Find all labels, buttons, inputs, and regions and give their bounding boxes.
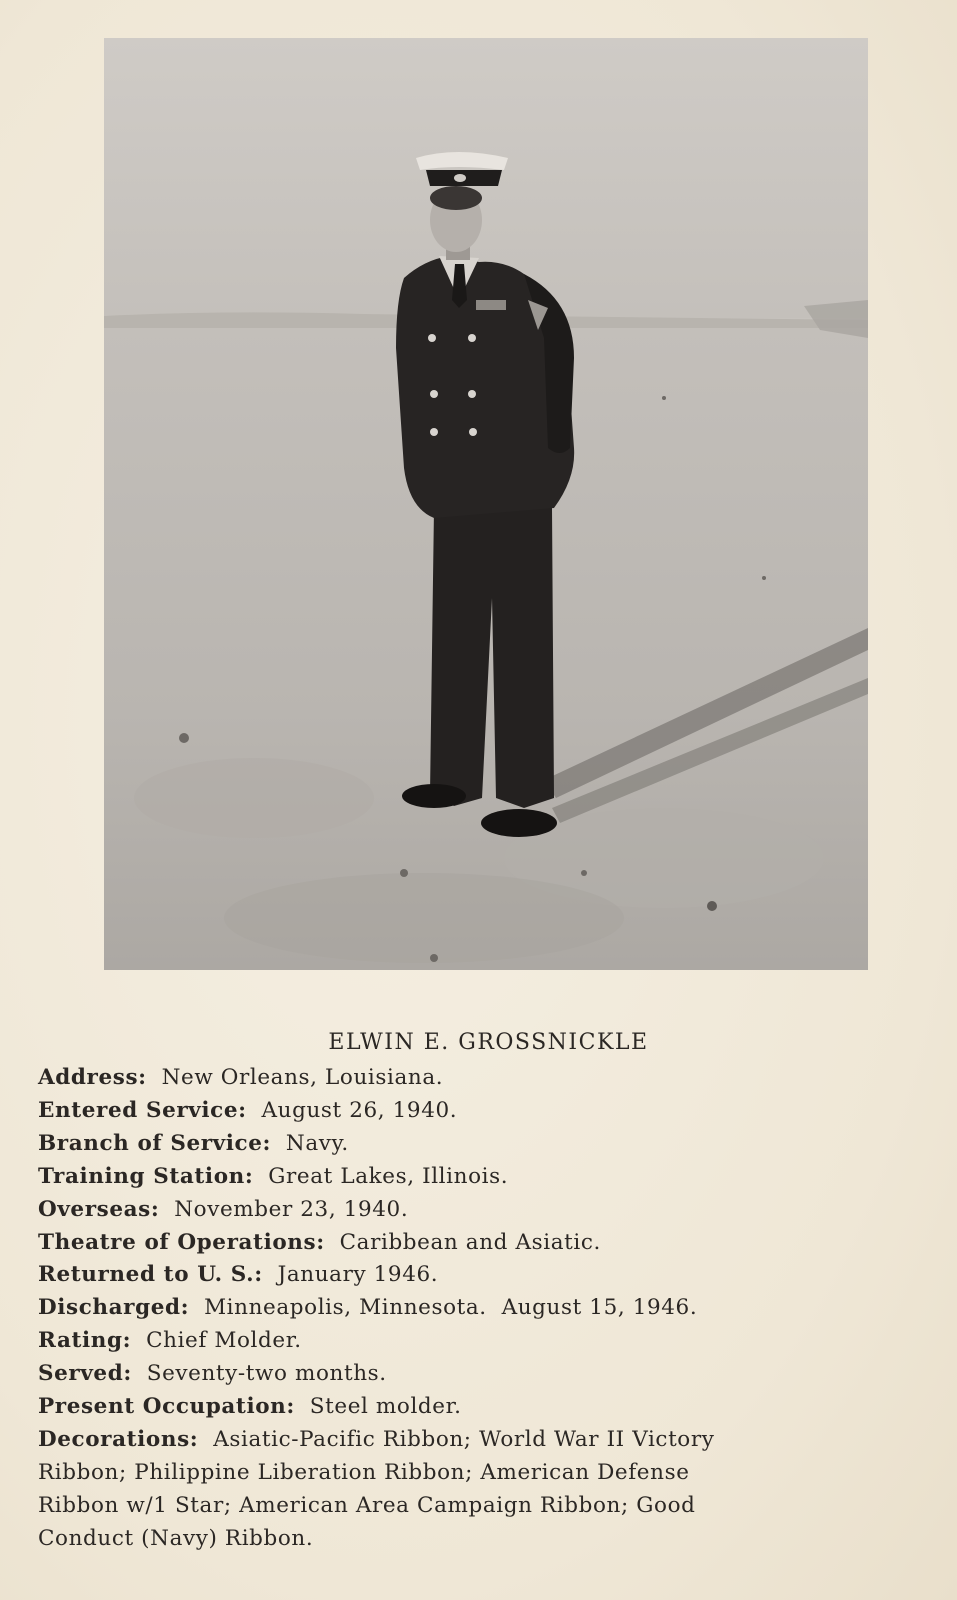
field-returned — [38, 1259, 918, 1292]
field-value: Chief Molder. — [146, 1328, 302, 1354]
field-value: Navy. — [285, 1130, 349, 1156]
field-value: Steel molder. — [309, 1394, 462, 1420]
field-theatre — [38, 1227, 918, 1260]
field-value: Minneapolis, Minnesota. August 15, 1946. — [204, 1295, 698, 1321]
field-label: Present Occupation: — [38, 1394, 295, 1420]
field-value: New Orleans, Louisiana. — [161, 1065, 444, 1090]
field-branch — [38, 1128, 918, 1161]
field-label: Theatre of Operations: — [38, 1229, 325, 1255]
field-occupation — [38, 1391, 918, 1424]
field-label: Address: — [38, 1065, 147, 1090]
sailor-on-beach-image — [104, 38, 868, 970]
decorations-line: Ribbon; Philippine Liberation Ribbon; American Defense — [38, 1459, 690, 1485]
field-label: Branch of Service: — [38, 1130, 272, 1156]
person-name: ELWIN E. GROSSNICKLE — [328, 1030, 649, 1055]
field-label: Training Station: — [38, 1163, 254, 1189]
field-rating — [38, 1325, 918, 1358]
decorations-text: Asiatic-Pacific Ribbon; World War II Victory — [213, 1426, 715, 1452]
field-label: Decorations: — [38, 1426, 199, 1452]
field-value: November 23, 1940. — [174, 1196, 409, 1222]
field-label: Overseas: — [38, 1196, 160, 1222]
field-address — [38, 1062, 918, 1095]
portrait-photo — [104, 38, 868, 970]
field-label: Entered Service: — [38, 1097, 247, 1123]
field-label: Returned to U. S.: — [38, 1262, 263, 1288]
field-label: Discharged: — [38, 1295, 190, 1321]
field-training-station — [38, 1161, 918, 1194]
decorations-line — [38, 1424, 918, 1457]
field-entered-service — [38, 1095, 918, 1128]
field-value: Seventy-two months. — [146, 1361, 387, 1387]
field-value: January 1946. — [277, 1262, 439, 1288]
field-decorations — [38, 1424, 918, 1556]
field-discharged — [38, 1292, 918, 1325]
field-value: Great Lakes, Illinois. — [268, 1163, 509, 1189]
decorations-line: Ribbon w/1 Star; American Area Campaign Ribbon; Good — [38, 1492, 696, 1518]
field-label: Rating: — [38, 1328, 132, 1354]
field-value: Caribbean and Asiatic. — [339, 1229, 601, 1255]
field-value: August 26, 1940. — [261, 1097, 458, 1123]
field-label: Served: — [38, 1361, 132, 1387]
service-record — [38, 1062, 918, 1556]
field-served — [38, 1358, 918, 1391]
decorations-line: Conduct (Navy) Ribbon. — [38, 1525, 314, 1551]
field-overseas — [38, 1194, 918, 1227]
